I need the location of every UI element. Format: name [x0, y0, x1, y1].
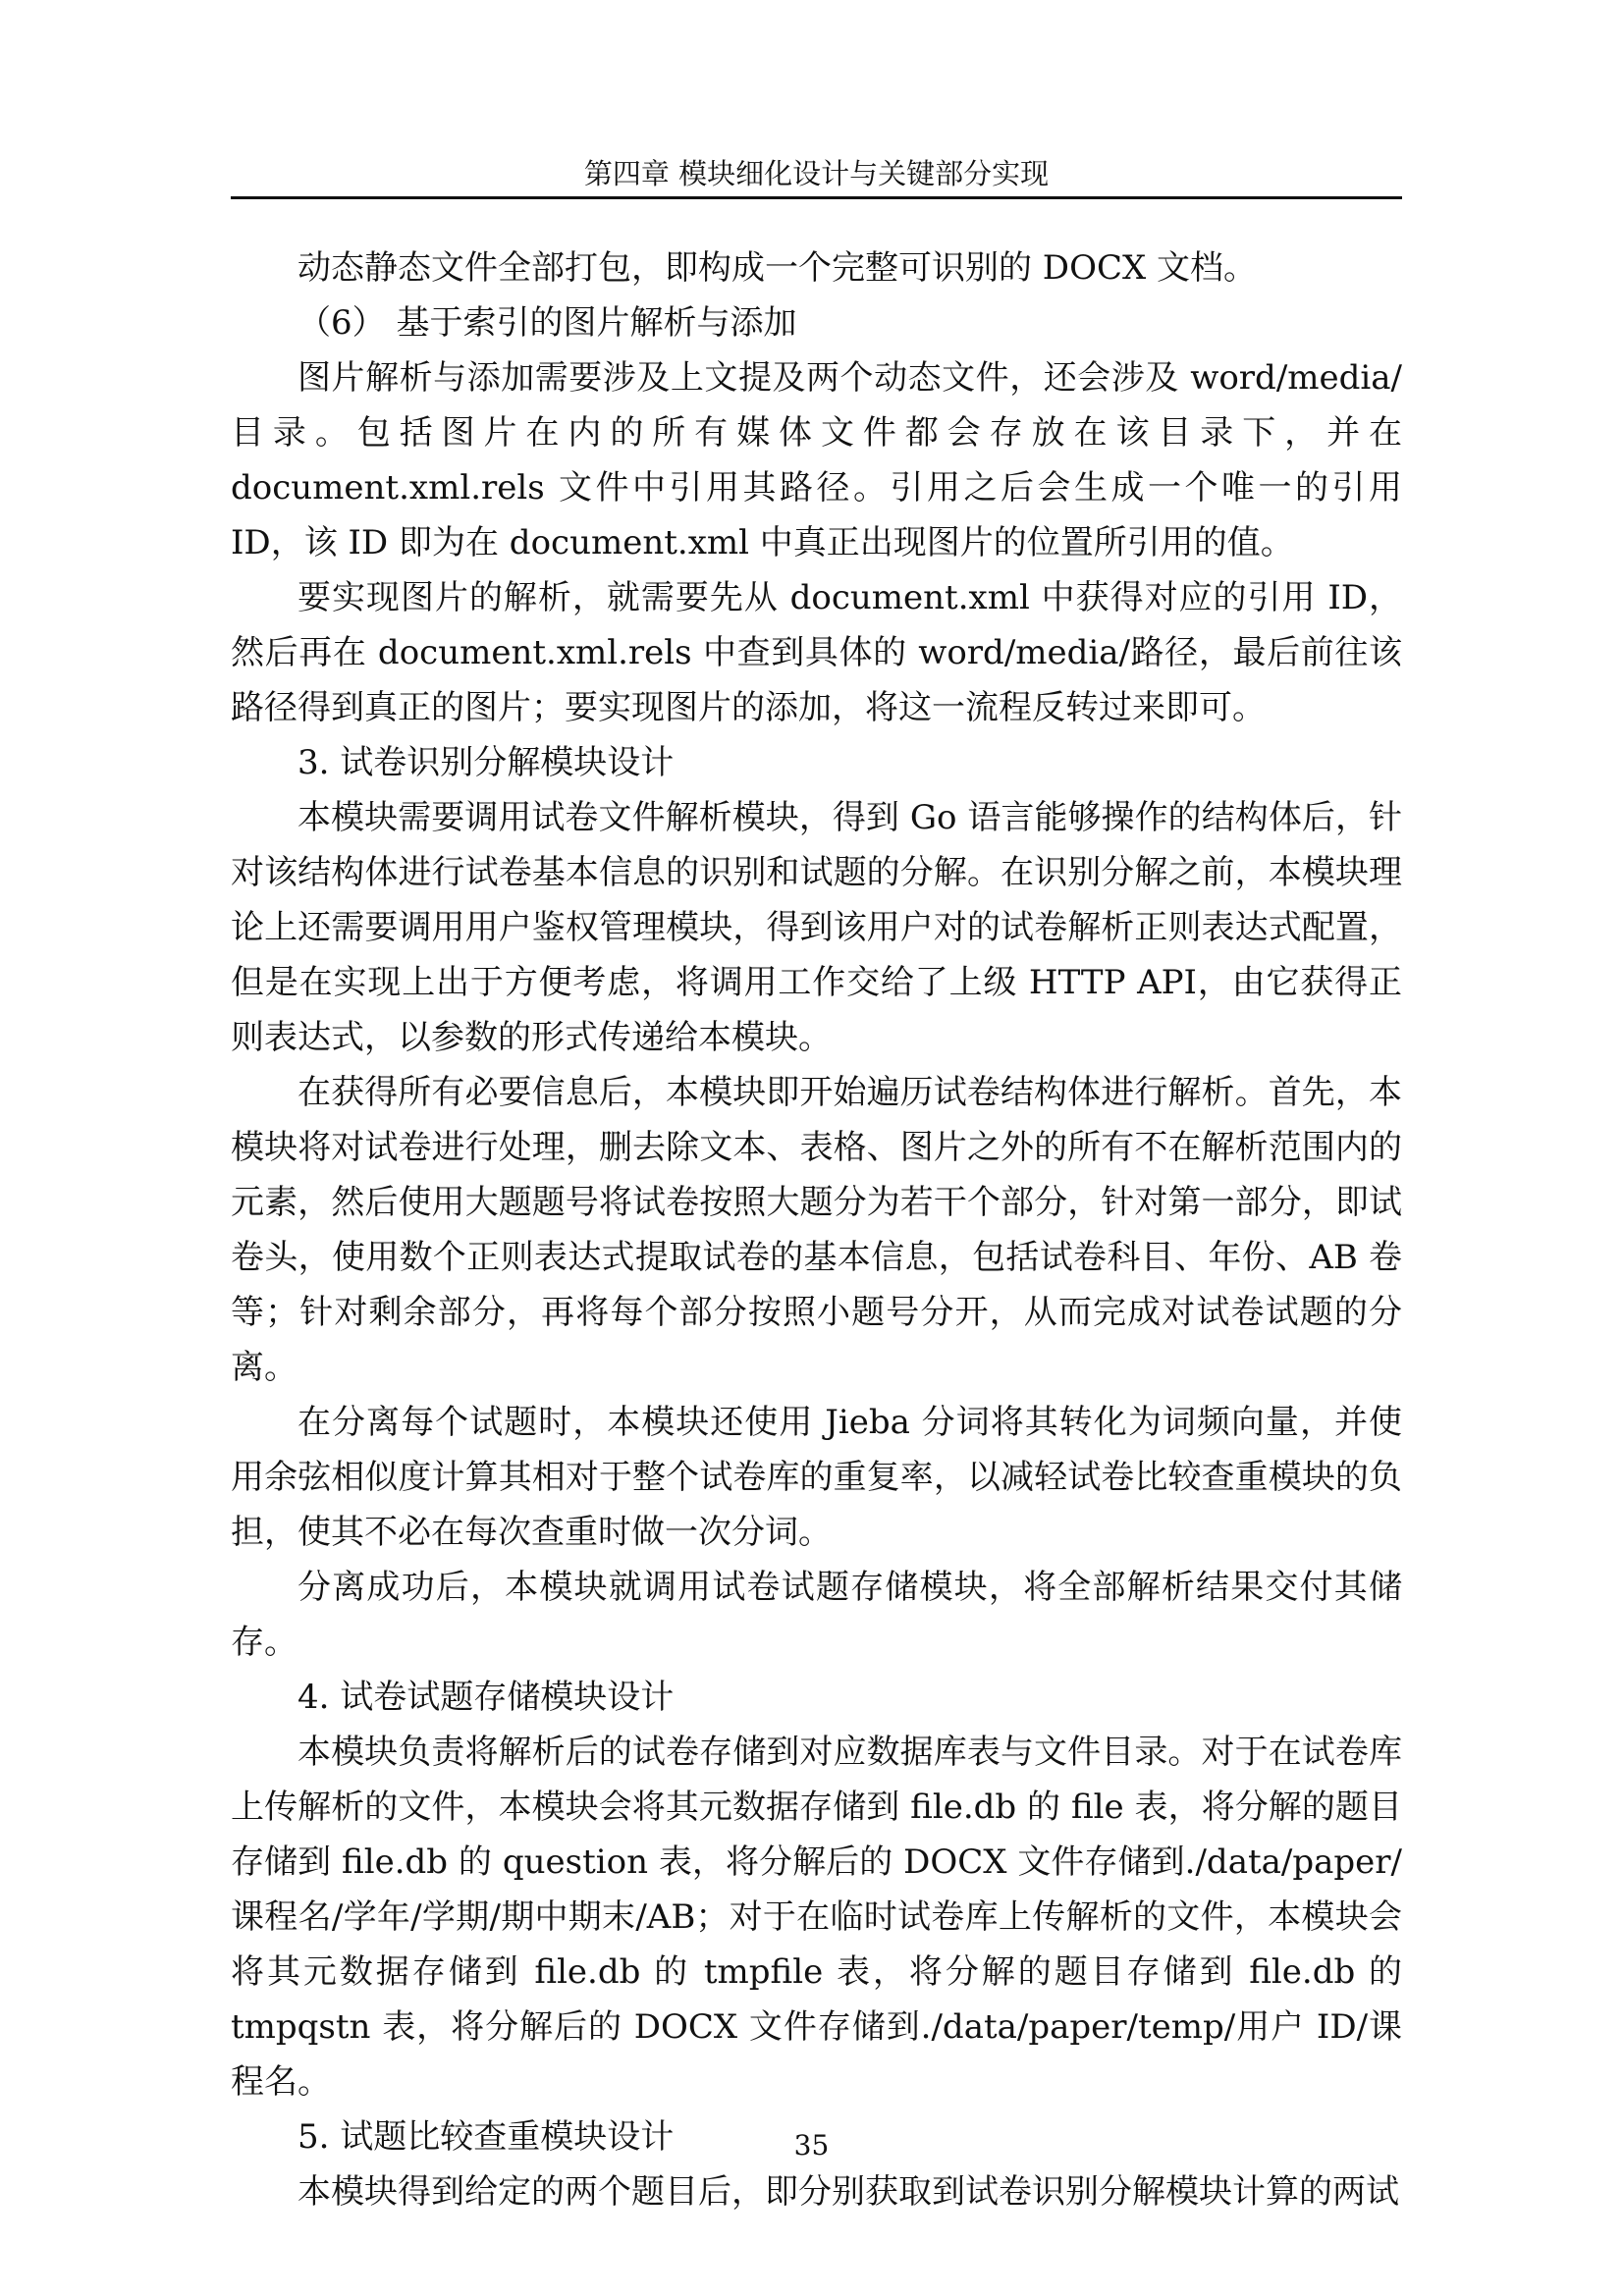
section-heading: 3. 试卷识别分解模块设计: [298, 743, 675, 782]
body-text: [231, 240, 1402, 2219]
paragraph: 在获得所有必要信息后，本模块即开始遍历试卷结构体进行解析。首先，本模块将对试卷进行处理，删去除文本、表格、图片之外的所有不在解析范围内的元素，然后使用大题题号将试卷按照大题分为若干个部分，针对第一部分，即试卷头，使用数个正则表达式提取试卷的基本信息，包括试卷科目、年份、AB 卷等；针对剩余部分，再将每个部分按照小题号分开，从而完成对试卷试题的分离。: [231, 1073, 1402, 1387]
paragraph: 要实现图片的解析，就需要先从 document.xml 中获得对应的引用 ID，然后再在 document.xml.rels 中查到具体的 word/media/路径，最后前往该路径得到真正的图片；要实现图片的添加，将这一流程反转过来即可。: [231, 578, 1402, 727]
paragraph: 在分离每个试题时，本模块还使用 Jieba 分词将其转化为词频向量，并使用余弦相似度计算其相对于整个试卷库的重复率，以减轻试卷比较查重模块的负担，使其不必在每次查重时做一次分词。: [231, 1403, 1402, 1552]
running-header: 第四章 模块细化设计与关键部分实现: [583, 157, 1050, 190]
header-rule: [231, 196, 1402, 199]
paragraph: 图片解析与添加需要涉及上文提及两个动态文件，还会涉及 word/media/目录。包括图片在内的所有媒体文件都会存放在该目录下，并在 document.xml.rels 文件中引用其路径。引用之后会生成一个唯一的引用 ID，该 ID 即为在 document.xml 中真正出现图片的位置所引用的值。: [231, 358, 1402, 562]
paragraph: 分离成功后，本模块就调用试卷试题存储模块，将全部解析结果交付其储存。: [231, 1568, 1402, 1662]
section-heading: （6） 基于索引的图片解析与添加: [298, 303, 797, 343]
section-heading: 5. 试题比较查重模块设计: [298, 2117, 675, 2157]
paragraph: 动态静态文件全部打包，即构成一个完整可识别的 DOCX 文档。: [298, 248, 1257, 288]
paragraph: 本模块得到给定的两个题目后，即分别获取到试卷识别分解模块计算的两试: [298, 2172, 1399, 2212]
page-number: 35: [793, 2129, 830, 2162]
section-heading: 4. 试卷试题存储模块设计: [298, 1678, 675, 1717]
paragraph: 本模块负责将解析后的试卷存储到对应数据库表与文件目录。对于在试卷库上传解析的文件，本模块会将其元数据存储到 file.db 的 file 表，将分解的题目存储到 file.db 的 question 表，将分解后的 DOCX 文件存储到./data/paper/课程名/学年/学期/期中期末/AB；对于在临时试卷库上传解析的文件，本模块会将其元数据存储到 file.db 的 tmpfile 表，将分解的题目存储到 file.db 的 tmpqstn 表，将分解后的 DOCX 文件存储到./data/paper/temp/用户 ID/课程名。: [231, 1733, 1402, 2102]
paragraph: 本模块需要调用试卷文件解析模块，得到 Go 语言能够操作的结构体后，针对该结构体进行试卷基本信息的识别和试题的分解。在识别分解之前，本模块理论上还需要调用用户鉴权管理模块，得到该用户对的试卷解析正则表达式配置，但是在实现上出于方便考虑，将调用工作交给了上级 HTTP API，由它获得正则表达式，以参数的形式传递给本模块。: [231, 798, 1402, 1057]
